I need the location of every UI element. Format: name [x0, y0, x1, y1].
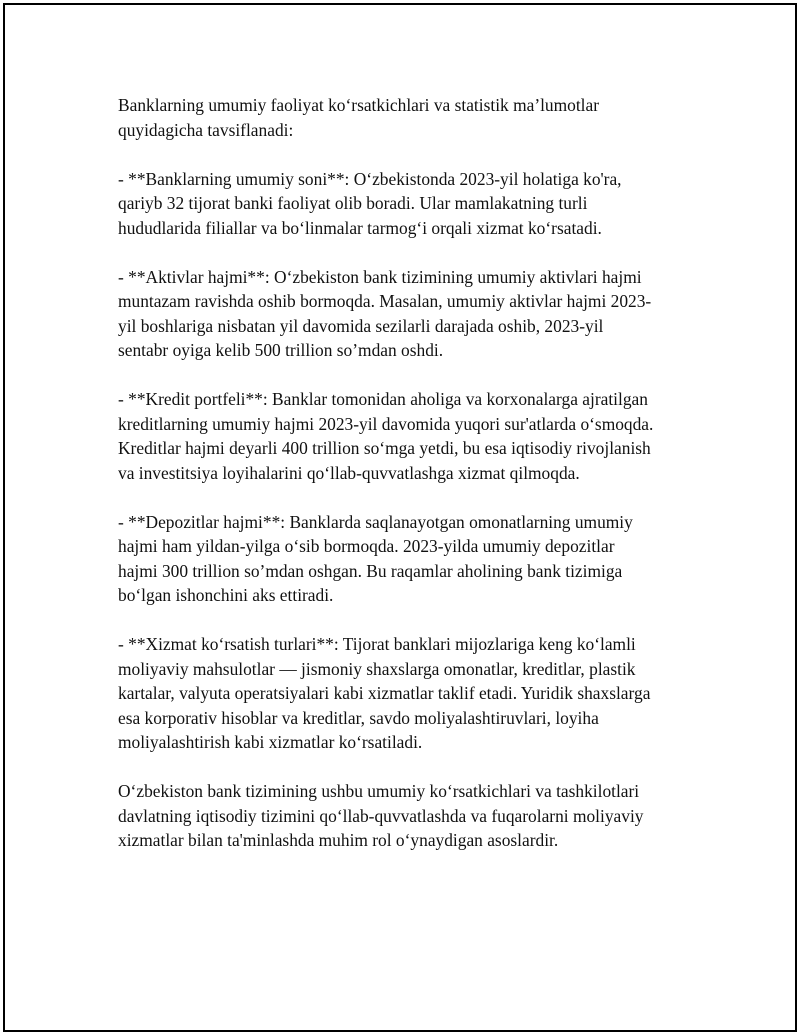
- paragraph-intro: [118, 93, 693, 142]
- text-line: - **Banklarning umumiy soni**: O‘zbekistonda 2023-yil holatiga ko'ra,: [118, 168, 622, 189]
- text-line: hajmi ham yildan-yilga o‘sib bormoqda. 2023-yilda umumiy depozitlar: [118, 536, 615, 556]
- text-line: kreditlarning umumiy hajmi 2023-yil davomida yuqori sur'atlarda o‘smoqda.: [118, 413, 654, 434]
- text-line: Kreditlar hajmi deyarli 400 trillion so‘mga yetdi, bu esa iqtisodiy rivojlanish: [118, 438, 651, 458]
- text-line: Banklarning umumiy faoliyat ko‘rsatkichlari va statistik ma’lumotlar: [118, 95, 600, 115]
- text-line: va investitsiya loyihalarini qo‘llab-quvvatlashga xizmat qilmoqda.: [118, 462, 580, 483]
- document-body: [118, 93, 693, 877]
- text-line: davlatning iqtisodiy tizimini qo‘llab-quvvatlashda va fuqarolarni moliyaviy: [118, 805, 644, 826]
- paragraph-banks-count: [118, 167, 693, 241]
- text-line: moliyalashtirish kabi xizmatlar ko‘rsatiladi.: [118, 732, 423, 752]
- text-line: - **Aktivlar hajmi**: O‘zbekiston bank tizimining umumiy aktivlari hajmi: [118, 266, 642, 287]
- text-line: - **Xizmat ko‘rsatish turlari**: Tijorat banklari mijozlariga keng ko‘lamli: [118, 634, 636, 654]
- text-line: quyidagicha tavsiflanadi:: [118, 119, 294, 140]
- text-line: xizmatlar bilan ta'minlashda muhim rol o‘ynaydigan asoslardir.: [118, 830, 559, 850]
- paragraph-services: [118, 632, 693, 755]
- text-line: muntazam ravishda oshib bormoqda. Masalan, umumiy aktivlar hajmi 2023-: [118, 291, 652, 311]
- text-line: moliyaviy mahsulotlar — jismoniy shaxslarga omonatlar, kreditlar, plastik: [118, 658, 636, 679]
- text-line: qariyb 32 tijorat banki faoliyat olib boradi. Ular mamlakatning turli: [118, 193, 588, 213]
- text-line: - **Depozitlar hajmi**: Banklarda saqlanayotgan omonatlarning umumiy: [118, 511, 633, 532]
- text-line: yil boshlariga nisbatan yil davomida sezilarli darajada oshib, 2023-yil: [118, 315, 604, 336]
- text-line: sentabr oyiga kelib 500 trillion so’mdan oshdi.: [118, 340, 444, 360]
- text-line: esa korporativ hisoblar va kreditlar, savdo moliyalashtiruvlari, loyiha: [118, 707, 599, 728]
- text-line: kartalar, valyuta operatsiyalari kabi xizmatlar taklif etadi. Yuridik shaxslarga: [118, 683, 651, 703]
- paragraph-conclusion: [118, 779, 693, 853]
- paragraph-deposits: [118, 510, 693, 608]
- paragraph-credit-portfolio: [118, 387, 693, 485]
- text-line: hududlarida filiallar va bo‘linmalar tarmog‘i orqali xizmat ko‘rsatadi.: [118, 217, 602, 238]
- paragraph-assets: [118, 265, 693, 363]
- text-line: O‘zbekiston bank tizimining ushbu umumiy ko‘rsatkichlari va tashkilotlari: [118, 781, 640, 801]
- text-line: - **Kredit portfeli**: Banklar tomonidan aholiga va korxonalarga ajratilgan: [118, 389, 648, 409]
- text-line: hajmi 300 trillion so’mdan oshgan. Bu raqamlar aholining bank tizimiga: [118, 560, 623, 581]
- text-line: bo‘lgan ishonchini aks ettiradi.: [118, 585, 334, 605]
